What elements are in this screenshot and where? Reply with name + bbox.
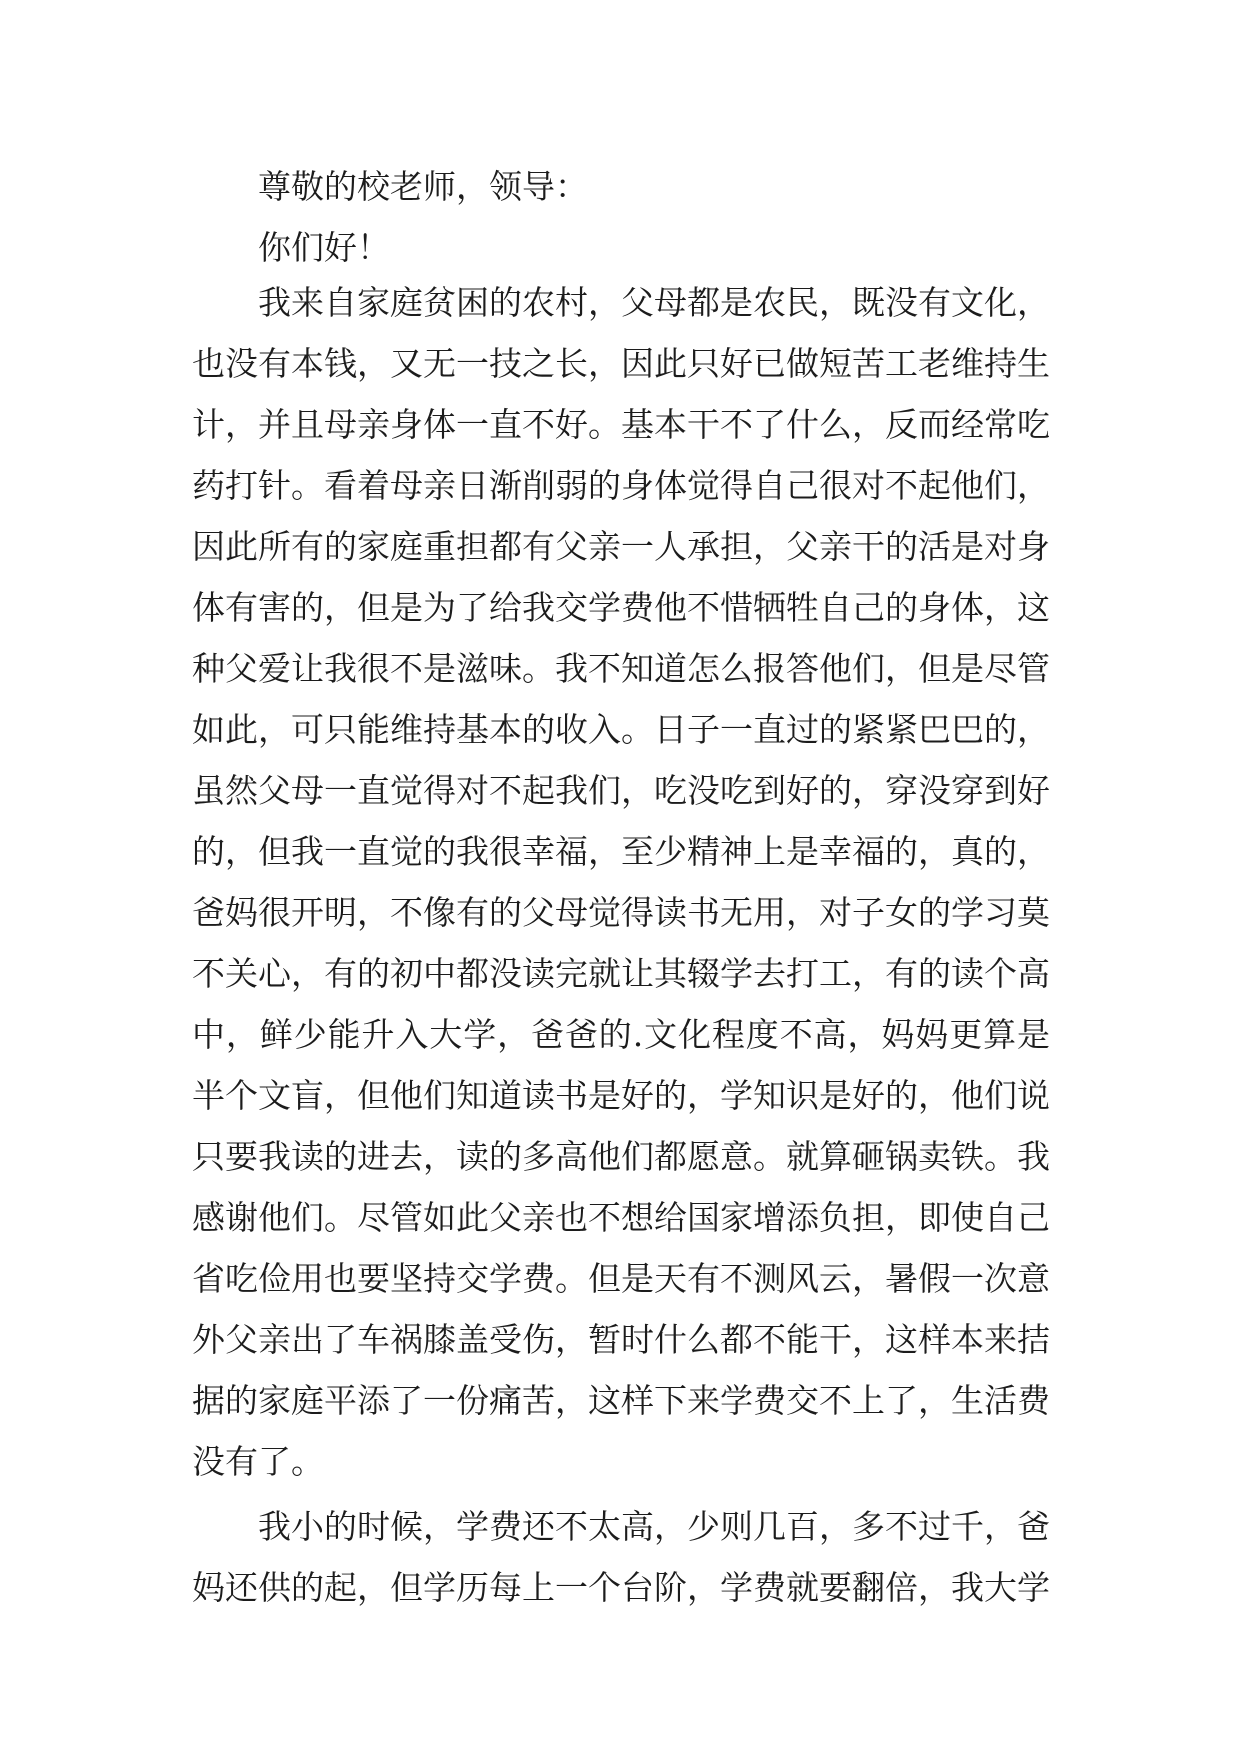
letter-greeting — [192, 156, 1050, 278]
body-paragraph: 我小的时候，学费还不太高，少则几百，多不过千，爸妈还供的起，但学历每上一个台阶，学费就要翻倍，我大学 — [192, 1507, 1050, 1607]
greeting-line: 你们好！ — [258, 228, 390, 267]
salutation: 尊敬的校老师，领导： — [258, 167, 588, 206]
body-paragraph: 我来自家庭贫困的农村，父母都是农民，既没有文化，也没有本钱，又无一技之长，因此只好已做短苦工老维持生计，并且母亲身体一直不好。基本干不了什么，反而经常吃药打针。看着母亲日渐削弱的身体觉得自己很对不起他们，因此所有的家庭重担都有父亲一人承担，父亲干的活是对身体有害的，但是为了给我交学费他不惜牺牲自己的身体，这种父爱让我很不是滋味。我不知道怎么报答他们，但是尽管如此，可只能维持基本的收入。日子一直过的紧紧巴巴的，虽然父母一直觉得对不起我们，吃没吃到好的，穿没穿到好的，但我一直觉的我很幸福，至少精神上是幸福的，真的，爸妈很开明，不像有的父母觉得读书无用，对子女的学习莫不关心，有的初中都没读完就让其辍学去打工，有的读个高中，鲜少能升入大学，爸爸的.文化程度不高，妈妈更算是半个文盲，但他们知道读书是好的，学知识是好的，他们说只要我读的进去，读的多高他们都愿意。就算砸锅卖铁。我感谢他们。尽管如此父亲也不想给国家增添负担，即使自己省吃俭用也要坚持交学费。但是天有不测风云，暑假一次意外父亲出了车祸膝盖受伤，暂时什么都不能干，这样本来拮据的家庭平添了一份痛苦，这样下来学费交不上了，生活费没有了。 — [192, 283, 1050, 1481]
letter-body — [192, 272, 1050, 1618]
